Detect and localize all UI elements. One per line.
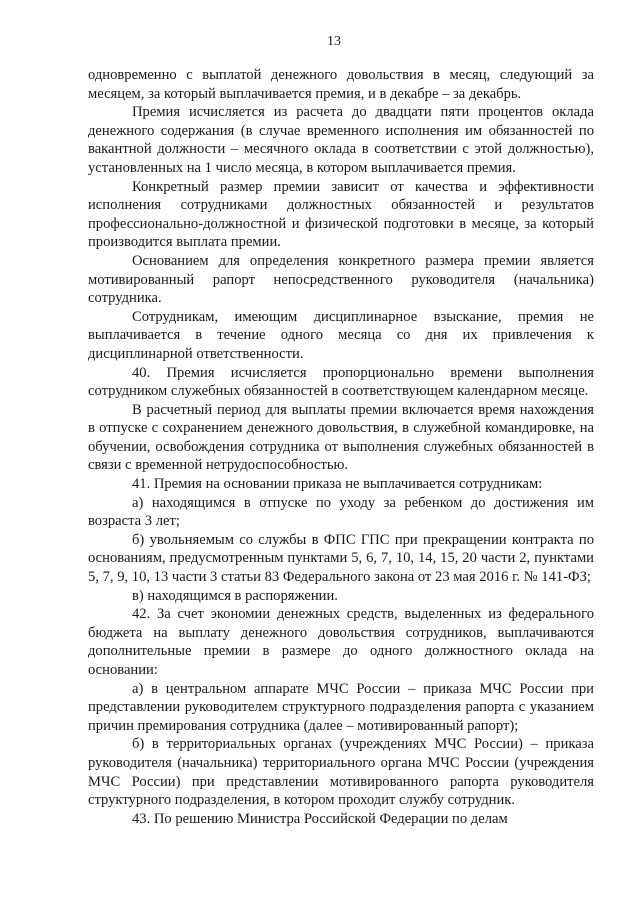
paragraph-item-42: 42. За счет экономии денежных средств, выделенных из федерального бюджета на выплату денежного довольствия сотрудников, выплачиваются дополнительные премии в размере до одного должностного оклада на основании: <box>88 606 594 678</box>
paragraph-item-41-a: а) находящимся в отпуске по уходу за ребенком до достижения им возраста 3 лет; <box>88 494 594 530</box>
paragraph-item-43: 43. По решению Министра Российской Федерации по делам <box>132 810 508 827</box>
paragraph-disciplinary: Сотрудникам, имеющим дисциплинарное взыскание, премия не выплачивается в течение одного месяца со дня их привлечения к дисциплинарной ответственности. <box>88 308 594 362</box>
paragraph-item-41: 41. Премия на основании приказа не выплачивается сотрудникам: <box>132 476 543 493</box>
paragraph-calculation-period: В расчетный период для выплаты премии включается время нахождения в отпуске с сохранением денежного довольствия, в служебной командировке, на обучении, освобождения сотрудника от выполнения служебных обязанностей в связи с временной нетрудоспособностью. <box>88 401 594 474</box>
paragraph-premium-calculation: Премия исчисляется из расчета до двадцати пяти процентов оклада денежного содержания (в случае временного исполнения им обязанностей по вакантной должности – месячного оклада в соответствии с этой должностью), установленных на 1 число месяца, в котором выплачивается премия. <box>88 104 594 176</box>
paragraph-item-41-b: б) увольняемым со службы в ФПС ГПС при прекращении контракта по основаниям, предусмотренным пунктами 5, 6, 7, 10, 14, 15, 20 части 2, пунктами 5, 7, 9, 10, 13 части 3 статьи 83 Федерального закона от 23 мая 2016 г. № 141-ФЗ; <box>88 531 594 586</box>
paragraph-item-42-a: а) в центральном аппарате МЧС России – приказа МЧС России при представлении руководителем структурного подразделения рапорта с указанием причин премирования сотрудника (далее – мотивированный рапорт); <box>88 680 594 734</box>
paragraph-premium-basis: Основанием для определения конкретного размера премии является мотивированный рапорт непосредственного руководителя (начальника) сотрудника. <box>88 252 594 307</box>
paragraph-item-42-b: б) в территориальных органах (учреждениях МЧС России) – приказа руководителя (начальника) территориального органа МЧС России (учреждения МЧС России) при представлении мотивированного рапорта руководителя структурного подразделения, в котором проходит службу сотрудник. <box>88 736 594 809</box>
page-number: 13 <box>327 34 341 49</box>
paragraph-premium-size: Конкретный размер премии зависит от качества и эффективности исполнения сотрудниками должностных обязанностей и результатов профессионально-должностной и физической подготовки в месяце, за который производится выплата премии. <box>88 178 594 251</box>
paragraph-item-40: 40. Премия исчисляется пропорционально времени выполнения сотрудником служебных обязанностей в соответствующем календарном месяце. <box>88 364 594 400</box>
paragraph-item-41-v: в) находящимся в распоряжении. <box>132 587 338 604</box>
paragraph-continuation: одновременно с выплатой денежного довольствия в месяц, следующий за месяцем, за который выплачивается премия, и в декабре – за декабрь. <box>88 67 594 102</box>
